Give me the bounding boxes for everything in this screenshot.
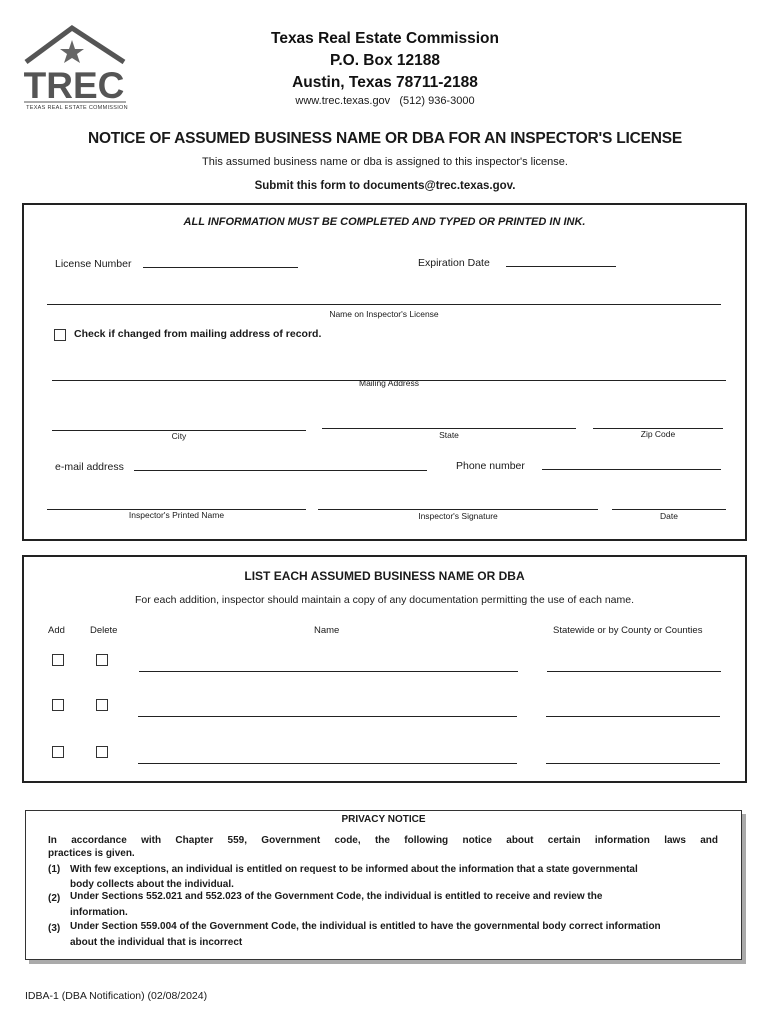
instruction-text: ALL INFORMATION MUST BE COMPLETED AND TYPED OR PRINTED IN INK. bbox=[183, 216, 586, 228]
form-title: NOTICE OF ASSUMED BUSINESS NAME OR DBA FOR AN INSPECTOR'S LICENSE bbox=[87, 130, 683, 147]
org-city: Austin, Texas 78711-2188 bbox=[292, 74, 478, 91]
privacy-item-3-cont: about the individual that is incorrect bbox=[70, 937, 243, 948]
email-field[interactable] bbox=[134, 470, 427, 471]
dba-heading: LIST EACH ASSUMED BUSINESS NAME OR DBA bbox=[244, 569, 525, 583]
city-caption: City bbox=[171, 431, 187, 441]
expiration-date-label: Expiration Date bbox=[418, 257, 490, 269]
privacy-item-2-cont: information. bbox=[70, 907, 128, 918]
delete-checkbox[interactable] bbox=[96, 654, 108, 666]
dba-scope-field[interactable] bbox=[547, 671, 721, 672]
privacy-item-2: Under Sections 552.021 and 552.023 of the Government Code, the individual is entitled to receive and review the bbox=[70, 891, 603, 902]
privacy-item-1: With few exceptions, an individual is entitled on request to be informed about the information that a state governmental bbox=[70, 864, 638, 875]
dba-note: For each addition, inspector should maintain a copy of any documentation permitting the use of each name. bbox=[134, 594, 635, 606]
form-footer-id: IDBA-1 (DBA Notification) (02/08/2024) bbox=[25, 990, 208, 1002]
license-number-label: License Number bbox=[55, 258, 132, 270]
org-box: P.O. Box 12188 bbox=[329, 52, 440, 69]
add-checkbox[interactable] bbox=[52, 746, 64, 758]
org-name: Texas Real Estate Commission bbox=[271, 30, 499, 47]
col-scope: Statewide or by County or Counties bbox=[553, 625, 703, 636]
privacy-intro-line1: In accordance with Chapter 559, Government code, the following notice about certain information laws and bbox=[48, 835, 718, 846]
submit-instruction: Submit this form to documents@trec.texas.gov. bbox=[254, 180, 516, 192]
logo-subtext: TEXAS REAL ESTATE COMMISSION bbox=[26, 105, 128, 111]
logo-wordmark: TREC bbox=[23, 65, 125, 106]
trec-logo bbox=[20, 22, 132, 116]
delete-checkbox[interactable] bbox=[96, 746, 108, 758]
dba-list-box bbox=[22, 555, 747, 783]
privacy-intro-line2: practices is given. bbox=[48, 848, 135, 859]
signature-field[interactable] bbox=[318, 509, 598, 510]
col-name: Name bbox=[314, 625, 340, 636]
dba-scope-field[interactable] bbox=[546, 763, 720, 764]
privacy-item-3: Under Section 559.004 of the Government Code, the individual is entitled to have the governmental body correct information bbox=[70, 921, 661, 932]
dba-name-field[interactable] bbox=[139, 671, 518, 672]
inspector-info-box bbox=[22, 203, 747, 541]
license-number-field[interactable] bbox=[143, 267, 298, 268]
printed-name-caption: Inspector's Printed Name bbox=[128, 510, 225, 520]
phone-label: Phone number bbox=[456, 460, 525, 472]
privacy-item-number: (1) bbox=[48, 864, 61, 875]
name-caption: Name on Inspector's License bbox=[329, 309, 439, 319]
expiration-date-field[interactable] bbox=[506, 266, 616, 267]
email-label: e-mail address bbox=[55, 461, 124, 473]
zip-caption: Zip Code bbox=[640, 429, 676, 439]
signature-caption: Inspector's Signature bbox=[418, 511, 498, 521]
form-subtitle: This assumed business name or dba is assigned to this inspector's license. bbox=[202, 156, 568, 168]
date-caption: Date bbox=[660, 511, 678, 521]
add-checkbox[interactable] bbox=[52, 699, 64, 711]
address-changed-label: Check if changed from mailing address of record. bbox=[74, 328, 322, 340]
delete-checkbox[interactable] bbox=[96, 699, 108, 711]
dba-name-field[interactable] bbox=[138, 716, 517, 717]
privacy-item-number: (3) bbox=[48, 923, 61, 934]
add-checkbox[interactable] bbox=[52, 654, 64, 666]
phone-field[interactable] bbox=[542, 469, 721, 470]
privacy-item-number: (2) bbox=[48, 893, 61, 904]
date-field[interactable] bbox=[612, 509, 726, 510]
privacy-item-1-cont: body collects about the individual. bbox=[70, 879, 234, 890]
dba-scope-field[interactable] bbox=[546, 716, 720, 717]
privacy-heading: PRIVACY NOTICE bbox=[341, 814, 426, 825]
org-web-phone: www.trec.texas.gov (512) 936-3000 bbox=[295, 95, 475, 107]
dba-name-field[interactable] bbox=[138, 763, 517, 764]
state-field[interactable] bbox=[322, 428, 576, 429]
col-add: Add bbox=[48, 625, 65, 636]
col-delete: Delete bbox=[90, 625, 118, 636]
state-caption: State bbox=[439, 430, 459, 440]
mailing-caption: Mailing Address bbox=[358, 378, 419, 388]
inspector-name-field[interactable] bbox=[47, 304, 721, 305]
address-changed-checkbox[interactable] bbox=[54, 329, 66, 341]
